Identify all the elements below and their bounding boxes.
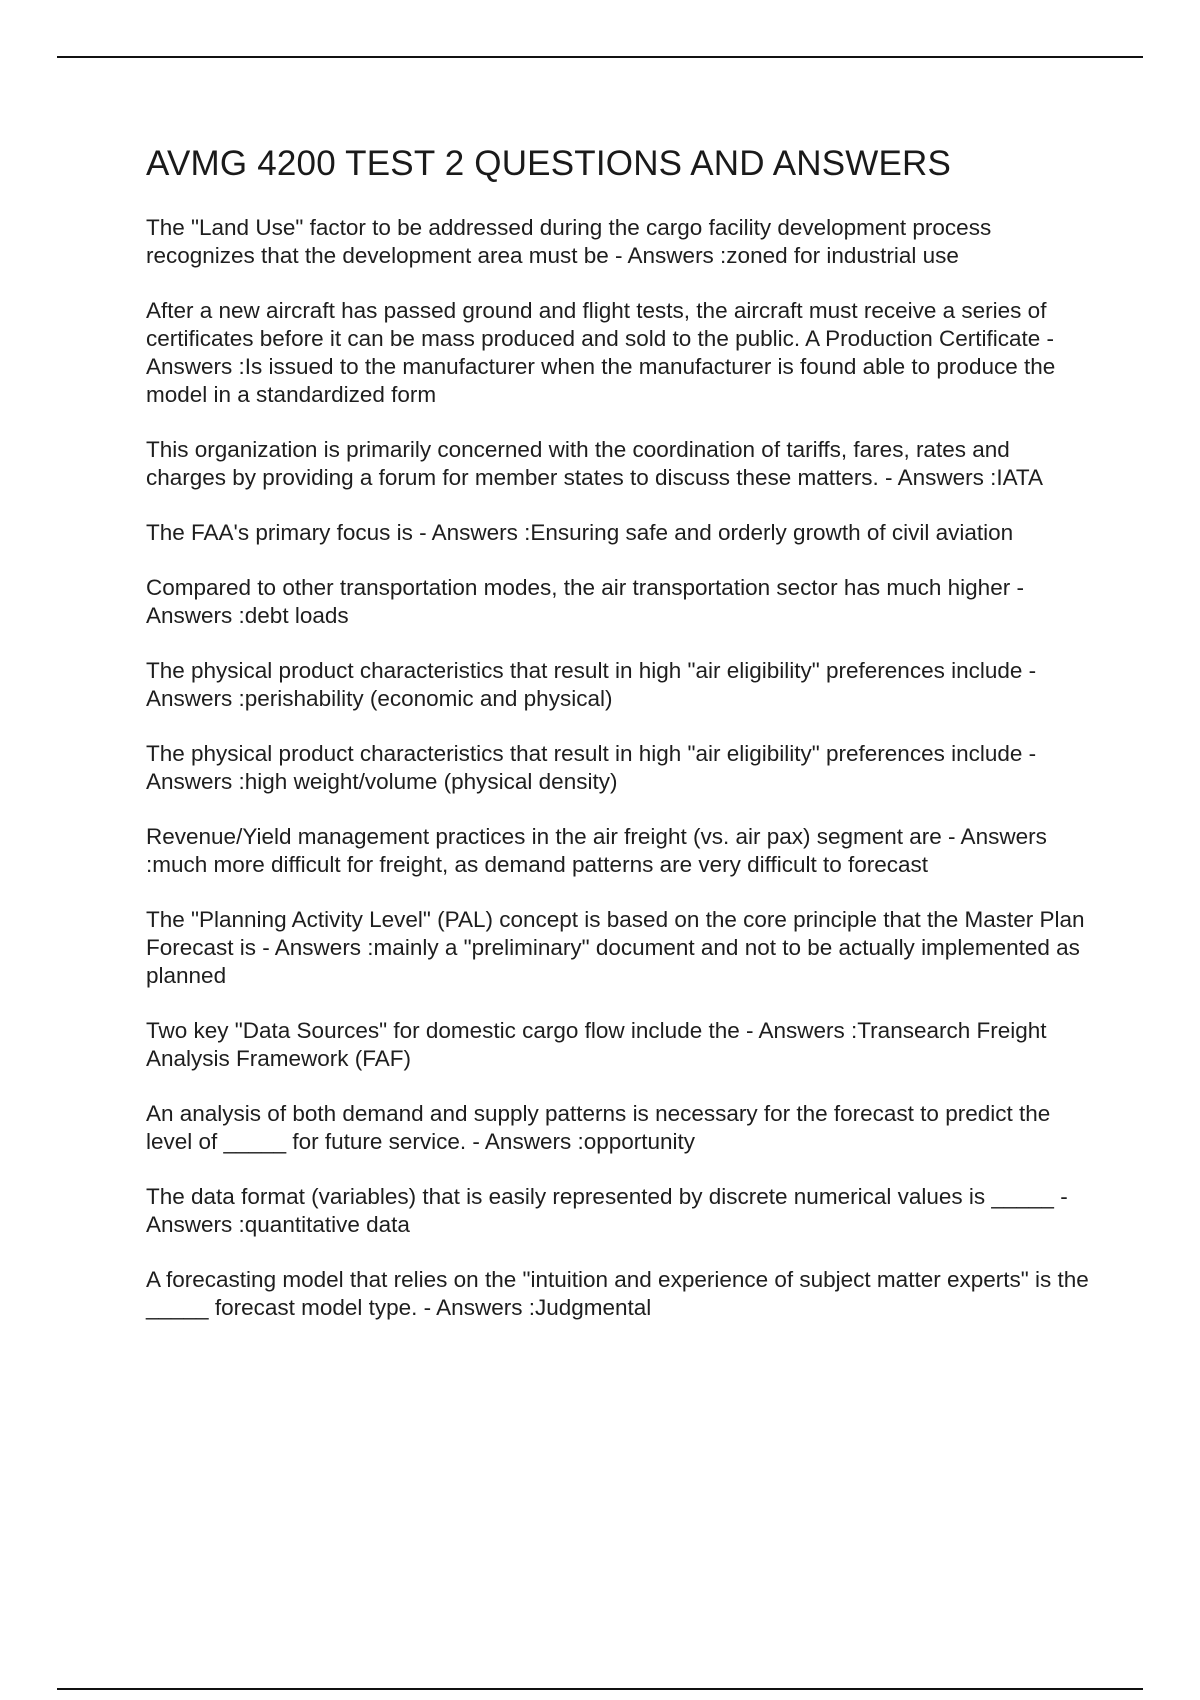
qa-item: The "Planning Activity Level" (PAL) concept is based on the core principle that the Master Plan Forecast is - Answers :mainly a "preliminary" document and not to be actually implemented as planned [146, 907, 1085, 988]
qa-item: An analysis of both demand and supply patterns is necessary for the forecast to predict the level of _____ for future service. - Answers :opportunity [146, 1101, 1051, 1154]
top-rule [57, 56, 1143, 58]
qa-item: Compared to other transportation modes, the air transportation sector has much higher - Answers :debt loads [146, 575, 1024, 628]
bottom-rule [57, 1688, 1143, 1690]
qa-item: A forecasting model that relies on the "intuition and experience of subject matter experts" is the _____ forecast model type. - Answers :Judgmental [146, 1267, 1089, 1320]
qa-item: Revenue/Yield management practices in the air freight (vs. air pax) segment are - Answers :much more difficult for freight, as demand patterns are very difficult to forecast [146, 824, 1047, 877]
document-title: AVMG 4200 TEST 2 QUESTIONS AND ANSWERS [146, 144, 952, 183]
qa-item: After a new aircraft has passed ground and flight tests, the aircraft must receive a series of certificates before it can be mass produced and sold to the public. A Production Certificate - Answers :Is issued to the manufacturer when the manufacturer is found able to produce the model in a standardized form [146, 298, 1056, 407]
qa-list [146, 214, 1096, 1322]
qa-item: The data format (variables) that is easily represented by discrete numerical values is _____ - Answers :quantitative data [146, 1184, 1068, 1237]
qa-item: The physical product characteristics that result in high "air eligibility" preferences include - Answers :perishability (economic and physical) [146, 658, 1037, 711]
qa-item: Two key "Data Sources" for domestic cargo flow include the - Answers :Transearch Freight Analysis Framework (FAF) [146, 1018, 1047, 1071]
qa-item: This organization is primarily concerned with the coordination of tariffs, fares, rates and charges by providing a forum for member states to discuss these matters. - Answers :IATA [146, 437, 1044, 490]
qa-item: The FAA's primary focus is - Answers :Ensuring safe and orderly growth of civil aviation [146, 520, 1014, 545]
qa-item: The physical product characteristics that result in high "air eligibility" preferences include - Answers :high weight/volume (physical density) [146, 741, 1037, 794]
page-content [146, 142, 1096, 1349]
qa-item: The "Land Use" factor to be addressed during the cargo facility development process recognizes that the development area must be - Answers :zoned for industrial use [146, 215, 992, 268]
